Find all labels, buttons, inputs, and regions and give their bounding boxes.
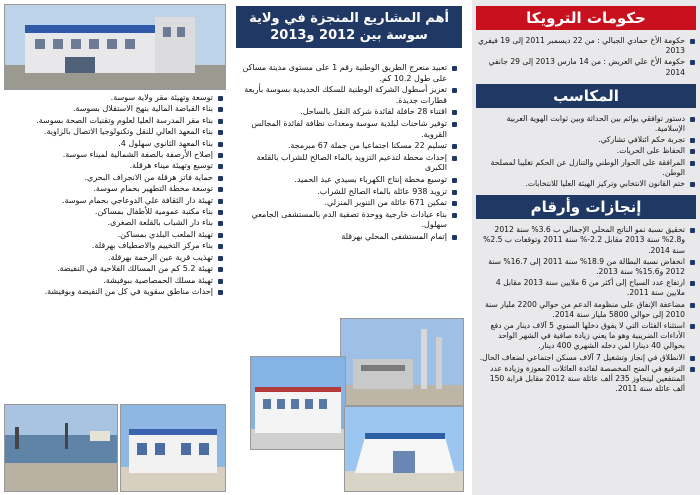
list-item: توسعة محطة التطهير بحمام سوسة. bbox=[4, 184, 224, 194]
list-item: إصلاح الأرصفة بالصفة الشمالية لميناء سوسة. bbox=[4, 150, 224, 160]
left-projects-list bbox=[0, 92, 228, 298]
list-item: حماية فاتز هرقلة من الانجراف البحري. bbox=[4, 173, 224, 183]
list-item: بناء المعهد العالي للنقل وتكنولوجيا الاتصال بالزاوية. bbox=[4, 127, 224, 137]
list-item: المرافقة على الحوار الوطني والتنازل عن الحكم تغليبا لمصلحة الوطن. bbox=[476, 158, 696, 178]
list-item: تعبيد منعرج الطريق الوطنية رقم 1 على مستوى مدينة مساكن على طول 10.2 كم. bbox=[240, 63, 458, 84]
list-item: اقتناء 28 حافلة لفائدة شركة النقل بالساحل. bbox=[240, 107, 458, 118]
list-item: تزويد 938 عائلة بالماء الصالح للشراب. bbox=[240, 187, 458, 198]
list-item: إحداث مناطق سقوية في كل من النفيضة وبوفيشة. bbox=[4, 287, 224, 297]
list-item: تحقيق نسبة نمو الناتج المحلي الإجمالي ب 3.6% سنة 2012 و2.8% سنة 2013 مقابل 2.2-% سنة 2011 وتوقعات ب 2.5% سنة 2014. bbox=[476, 225, 696, 256]
list-item: تسليم 22 مسكنا اجتماعيا من جملة 67 مبرمجة. bbox=[240, 141, 458, 152]
list-item: تمكين 671 عائلة من التنوير المنزلي. bbox=[240, 198, 458, 209]
list-item: تعزيز أسطول الشركة الوطنية للسكك الحديدية بسوسة بأربعة قطارات جديدة. bbox=[240, 85, 458, 106]
projects-heading: أهم المشاريع المنجزة في ولاية سوسة بين 2012 و2013 bbox=[236, 6, 462, 48]
list-item: الانطلاق في إنجاز وتشغيل 7 آلاف مسكن اجتماعي لضعاف الحال. bbox=[476, 353, 696, 363]
achievements-heading: إنجازات وأرقام bbox=[476, 195, 696, 219]
list-item: حكومة الأخ علي العريض : من 14 مارس 2013 إلى 29 جانفي 2014 bbox=[476, 57, 696, 77]
list-item: توسعة وتهيئة مقر ولاية سوسة. bbox=[4, 93, 224, 103]
list-item: توسيع وتهيئة ميناء هرقلة. bbox=[4, 161, 224, 171]
right-column bbox=[472, 0, 700, 495]
list-item: مضاعفة الإنفاق على منظومة الدعم من حوالي 2200 مليار سنة 2010 إلى حوالي 5800 مليار سنة 2014. bbox=[476, 300, 696, 320]
list-item: تجربة حكم ائتلافي تشاركي. bbox=[476, 135, 696, 145]
list-item: حكومة الأخ حمادي الجبالي : من 22 ديسمبر 2011 إلى 19 فيفري 2013 bbox=[476, 36, 696, 56]
list-item: استثناء الفئات التي لا يفوق دخلها السنوي 5 آلاف دينار من دفع الأداءات الضريبية وهو ما يعني زيادة صافية في الشهر الواحد بحوالي 40 دينارا لمن دخله الشهري 400 دينار. bbox=[476, 321, 696, 352]
left-column bbox=[0, 0, 228, 495]
list-item: تهيئة دار الثقافة علي الدوعاجي بحمام سوسة. bbox=[4, 196, 224, 206]
list-item: ختم القانون الانتخابي وتركيز الهيئة العليا للانتخابات. bbox=[476, 179, 696, 189]
list-item: بناء دار الشباب بالقلعة الصغرى. bbox=[4, 218, 224, 228]
list-item: بناء مقر المدرسة العليا لعلوم وتقنيات الصحة بسوسة. bbox=[4, 116, 224, 126]
list-item: تهيئة 5.2 كم من المسالك الفلاحية في النفيضة. bbox=[4, 264, 224, 274]
middle-projects-list bbox=[236, 62, 462, 244]
list-item: الترفيع في المنح المخصصة لفائدة العائلات المعوزة وزيادة عدد المنتفعين ليتجاوز 235 ألف عائلة سنة 2012 مقابل قرابة 150 ألف عائلة سنة 2011. bbox=[476, 364, 696, 395]
list-item: توفير شاحنات لبلدية سوسة ومعدات نظافة لفائدة المجالس القروية. bbox=[240, 119, 458, 140]
achievements-list bbox=[472, 225, 700, 394]
building-photo-top bbox=[4, 4, 226, 90]
power-station-photo bbox=[340, 318, 464, 406]
list-item: إتمام المستشفى المحلي بهرقلة bbox=[240, 232, 458, 243]
list-item: تهيئة الملعب البلدي بمساكن. bbox=[4, 230, 224, 240]
troika-list bbox=[472, 36, 700, 78]
list-item: الحفاظ على الحريات. bbox=[476, 146, 696, 156]
hospital-photo bbox=[250, 356, 346, 450]
list-item: انخفاض نسبة البطالة من 18.9% سنة 2011 إلى 16.7% سنة 2012 و15.6% سنة 2013. bbox=[476, 257, 696, 277]
list-item: بناء المعهد الثانوي سهلول 4. bbox=[4, 139, 224, 149]
clinic-photo bbox=[344, 406, 464, 492]
list-item: تهذيب قرية عين الرحمة بهرقلة. bbox=[4, 253, 224, 263]
list-item: توسيع محطة إنتاج الكهرباء بسيدي عبد الحميد. bbox=[240, 175, 458, 186]
list-item: إحداث محطة لتدعيم التزويد بالماء الصالح للشراب بالقلعة الكبرى bbox=[240, 153, 458, 174]
list-item: بناء القباضة المالية بنهج الاستقلال بسوسة. bbox=[4, 104, 224, 114]
list-item: دستور توافقي يوائم بين الحداثة وبين ثوابت الهوية العربية الإسلامية. bbox=[476, 114, 696, 134]
list-item: بناء عيادات خارجية ووحدة تصفية الدم بالمستشفى الجامعي سهلول. bbox=[240, 210, 458, 231]
gains-list bbox=[472, 114, 700, 189]
harbor-photo bbox=[4, 404, 118, 492]
gains-heading: المكاسب bbox=[476, 84, 696, 108]
list-item: بناء مكتبة عمومية للأطفال بمساكن. bbox=[4, 207, 224, 217]
troika-heading: حكومات الترويكا bbox=[476, 6, 696, 30]
list-item: ارتفاع عدد السياح إلى أكثر من 6 ملايين سنة 2013 مقابل 4 ملايين سنة 2011. bbox=[476, 278, 696, 298]
list-item: بناء مركز التخييم والاصطياف بهرقلة. bbox=[4, 241, 224, 251]
list-item: تهيئة مسلك الحمصاصية ببوفيشة. bbox=[4, 276, 224, 286]
school-photo bbox=[120, 404, 226, 492]
middle-column bbox=[236, 0, 462, 495]
